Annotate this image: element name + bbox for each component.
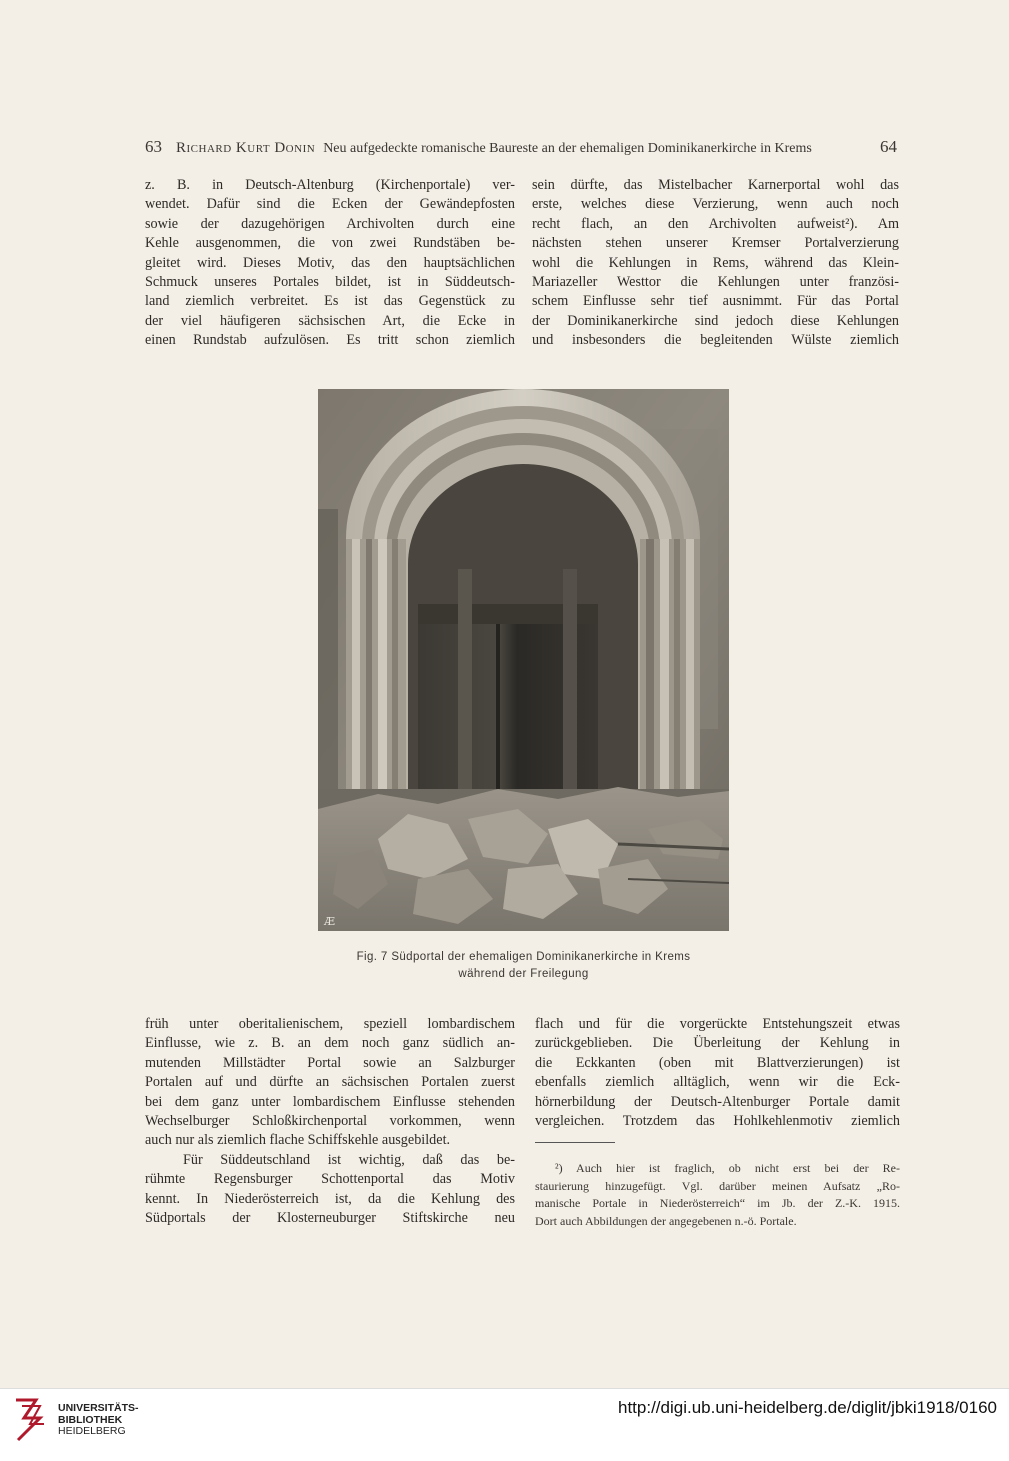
figure-caption (318, 949, 729, 983)
text-line: zurückgeblieben. Die Überleitung der Kehlung in (535, 1035, 900, 1052)
text-line: z. B. in Deutsch-Altenburg (Kirchenportale) ver- (145, 177, 515, 193)
document-url-link[interactable]: http://digi.ub.uni-heidelberg.de/diglit/jbki1918/0160 (618, 1398, 997, 1417)
portal-photograph (318, 389, 729, 931)
footnote-line: staurierung hinzugefügt. Vgl. darüber meinen Aufsatz „Ro- (535, 1178, 900, 1193)
text-line: Einflusse, wie z. B. an dem noch ganz südlich an- (145, 1035, 515, 1052)
text-line: erste, welches diese Verzierung, wenn auch noch (532, 196, 899, 213)
text-line: auch nur als ziemlich flache Schiffskehle ausgebildet. (145, 1132, 451, 1149)
page-number-right: 64 (880, 137, 897, 156)
text-line: Kehle ausgenommen, die von zwei Rundstäben be- (145, 235, 515, 252)
text-column-right-bottom (535, 1015, 900, 1131)
library-name-line3: HEIDELBERG (58, 1425, 126, 1437)
text-line: sein dürfte, das Mistelbacher Karnerportal wohl das (532, 177, 899, 193)
library-name-line1: UNIVERSITÄTS- (58, 1402, 139, 1414)
text-column-right-top (532, 176, 899, 351)
text-line: recht flach, an den Archivolten aufweist²). Am (532, 215, 899, 232)
university-library-logo-icon[interactable] (10, 1396, 50, 1442)
text-line: mutenden Millstädter Portal sowie an Salzburger (145, 1054, 515, 1071)
text-line: rühmte Regensburger Schottenportal das Motiv (145, 1171, 515, 1188)
text-line: der viel häufigeren sächsischen Art, die Ecke in (145, 312, 515, 329)
footnote-divider (535, 1142, 615, 1143)
text-line: früh unter oberitalienischem, speziell lombardischem (145, 1016, 515, 1032)
figure-caption-line1: Fig. 7 Südportal der ehemaligen Dominikanerkirche in Krems (356, 951, 691, 963)
text-line: kennt. In Niederösterreich ist, da die Kehlung des (145, 1190, 515, 1207)
text-line: Schmuck unseres Portales bildet, ist in Süddeutsch- (145, 274, 515, 291)
page-number-left: 63 (145, 137, 162, 156)
svg-text:Æ: Æ (324, 915, 336, 928)
text-line: die Eckkanten (oben mit Blattverzierungen) ist (535, 1054, 900, 1071)
footnote (535, 1160, 900, 1230)
figure-caption-line2: während der Freilegung (458, 968, 589, 980)
library-name[interactable] (58, 1403, 139, 1438)
footnote-line: ²) Auch hier ist fraglich, ob nicht erst bei der Re- (555, 1161, 900, 1175)
footnote-line: Dort auch Abbildungen der angegebenen n.-ö. Portale. (535, 1213, 797, 1228)
text-line: Südportals der Klosterneuburger Stiftskirche neu (145, 1210, 515, 1227)
text-line: einen Rundstab aufzulösen. Es tritt schon ziemlich (145, 332, 515, 349)
text-column-left-bottom (145, 1015, 515, 1228)
footnote-line: manische Portale in Niederösterreich“ im Jb. der Z.-K. 1915. (535, 1196, 900, 1210)
text-line: hörnerbildung der Deutsch-Altenburger Portale damit (535, 1093, 900, 1110)
text-line: schem Einflusse sehr tief ausnimmt. Für das Portal (532, 293, 899, 310)
text-line: flach und für die vorgerückte Entstehungszeit etwas (535, 1016, 900, 1032)
text-line: gleitet wird. Dieses Motiv, das den hauptsächlichen (145, 254, 515, 271)
text-line: Mariazeller Westtor die Kehlungen unter französi- (532, 274, 899, 291)
text-line: der Dominikanerkirche sind jedoch diese Kehlungen (532, 312, 899, 329)
text-line: wendet. Dafür sind die Ecken der Gewändepfosten (145, 196, 515, 213)
text-line: Wechselburger Schloßkirchenportal vorkommen, wenn (145, 1113, 515, 1130)
text-line: ebenfalls ziemlich alltäglich, wenn wir die Eck- (535, 1074, 900, 1091)
text-line: sowie der dazugehörigen Archivolten durch eine (145, 215, 515, 232)
portal-photo-drawing (318, 389, 729, 931)
header-author: Richard Kurt Donin (176, 140, 316, 156)
header-title: Neu aufgedeckte romanische Baureste an der ehemaligen Dominikanerkirche in Krems (323, 141, 812, 156)
paragraph-start-line: Für Süddeutschland ist wichtig, daß das be- (183, 1151, 515, 1168)
running-header (145, 137, 897, 161)
text-line: und insbesonders die begleitenden Wülste ziemlich (532, 332, 899, 349)
text-column-left-top (145, 176, 515, 351)
library-name-line2: BIBLIOTHEK (58, 1413, 123, 1426)
text-line: Portalen auf und dürfte an sächsischen Portalen zuerst (145, 1074, 515, 1091)
text-line: land ziemlich verbreitet. Es ist das Gegenstück zu (145, 293, 515, 310)
text-line: nächsten stehen unserer Kremser Portalverzierung (532, 235, 899, 252)
text-line: vergleichen. Trotzdem das Hohlkehlenmotiv ziemlich (535, 1113, 900, 1130)
text-line: bei dem ganz unter lombardischem Einflusse stehenden (145, 1093, 515, 1110)
text-line: wohl die Kehlungen in Rems, während das Klein- (532, 254, 899, 271)
